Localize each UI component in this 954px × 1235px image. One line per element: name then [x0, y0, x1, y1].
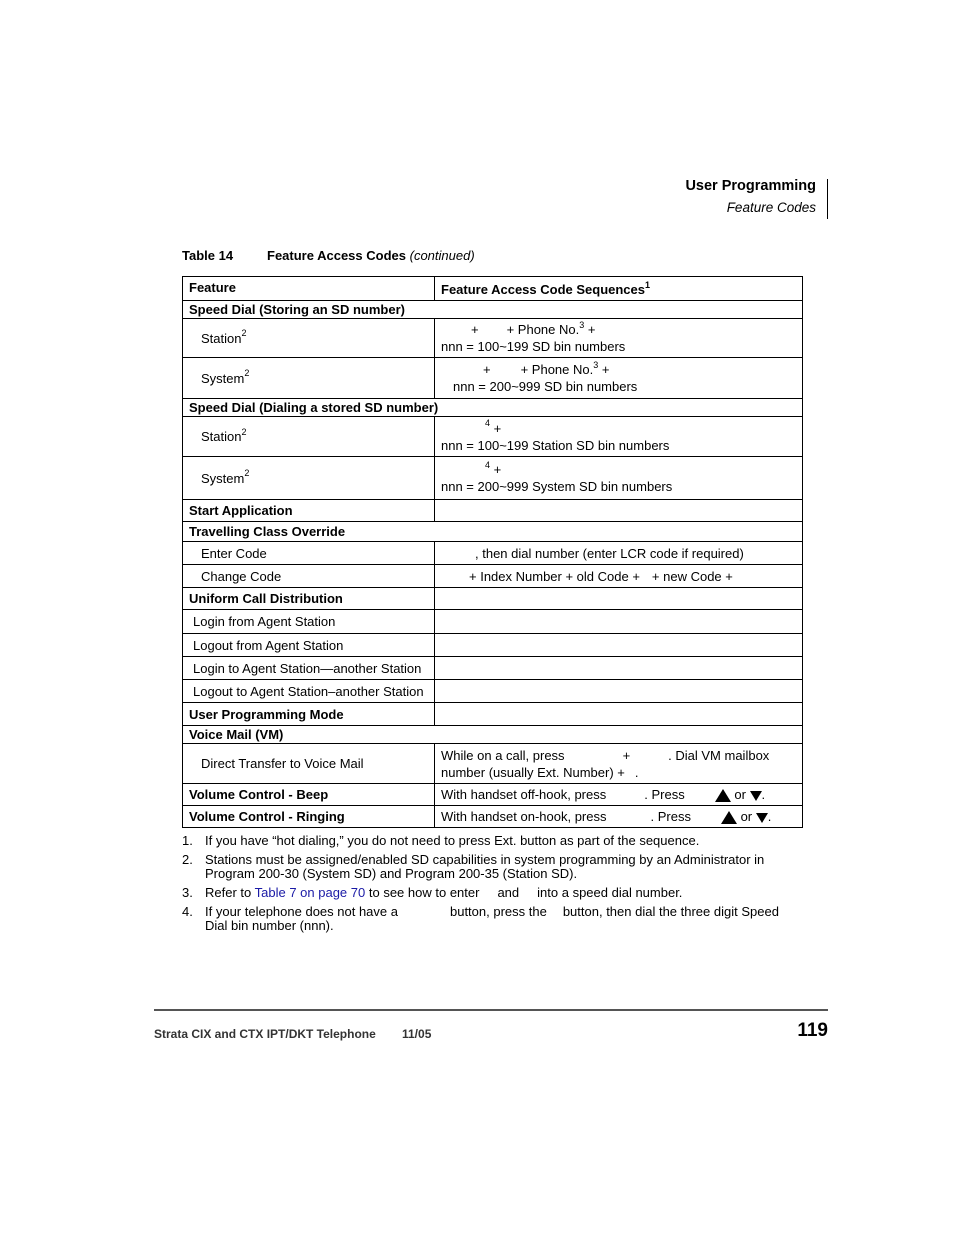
running-header-title: User Programming [685, 178, 816, 194]
footnote-segment: button, then dial the three digit Speed Dial bin number (nnn). [205, 904, 779, 933]
table-number: Table 14 [182, 248, 234, 263]
footnote-number: 4. [182, 904, 193, 919]
footnote-ref: 3 [579, 319, 585, 330]
sequence-cell [435, 634, 803, 657]
header-sequences-text: Feature Access Code Sequences [441, 282, 645, 297]
feature-name: Station [201, 429, 242, 444]
feature-login-another: Login to Agent Station—another Station [183, 657, 435, 680]
feature-user-programming-mode: User Programming Mode [183, 703, 435, 726]
footnote-segment: into a speed dial number. [537, 885, 683, 900]
sequence-cell [435, 680, 803, 703]
section-travelling-class-override: Travelling Class Override [183, 522, 803, 542]
footnote-1 [182, 834, 802, 848]
seq-text: + Phone No. [520, 362, 594, 377]
seq-text: number (usually Ext. Number) + [441, 764, 625, 780]
table-row [183, 457, 803, 500]
seq-text: + [483, 362, 491, 377]
section-row [183, 399, 803, 417]
feature-direct-transfer-vm: Direct Transfer to Voice Mail [183, 744, 435, 784]
table-row [183, 417, 803, 457]
feature-logout-another: Logout to Agent Station–another Station [183, 680, 435, 703]
seq-text: + [493, 420, 502, 436]
table-row [183, 806, 803, 828]
footnote-ref: 2 [241, 426, 247, 437]
seq-text: or [734, 787, 746, 802]
seq-text: + [601, 362, 610, 377]
table-row [183, 680, 803, 703]
sequence-cell [435, 565, 803, 588]
feature-name: Station [201, 330, 242, 346]
table-row [183, 703, 803, 726]
seq-text: While on a call, press [441, 747, 565, 763]
feature-uniform-call-distribution: Uniform Call Distribution [183, 588, 435, 610]
footer-date: 11/05 [402, 1027, 432, 1041]
seq-text: + Phone No. [506, 322, 580, 337]
section-row [183, 522, 803, 542]
sequence-cell [435, 784, 803, 806]
table-title: Feature Access Codes [267, 248, 406, 263]
feature-access-codes-table [182, 276, 803, 828]
footnote-3 [182, 886, 802, 900]
header-sequences [435, 277, 803, 301]
table-row [183, 784, 803, 806]
sequence-cell [435, 319, 803, 358]
table-continued: (continued) [409, 248, 475, 263]
footnote-ref: 2 [244, 468, 250, 479]
seq-text: . [634, 764, 639, 780]
section-voice-mail: Voice Mail (VM) [183, 726, 803, 744]
footnote-segment: to see how to enter [368, 885, 480, 900]
feature-login-agent: Login from Agent Station [183, 610, 435, 634]
table-footnotes [182, 834, 802, 938]
sequence-cell [435, 358, 803, 399]
section-speed-dial-store: Speed Dial (Storing an SD number) [183, 301, 803, 319]
seq-text: + [587, 322, 596, 337]
feature-logout-agent: Logout from Agent Station [183, 634, 435, 657]
section-row [183, 301, 803, 319]
feature-start-application: Start Application [183, 500, 435, 522]
seq-text: . [767, 809, 772, 824]
volume-up-icon [715, 789, 731, 802]
footnote-segment: button, press the [449, 904, 547, 919]
sequence-cell [435, 417, 803, 457]
footnote-segment: and [497, 885, 520, 900]
feature-name: System [201, 370, 245, 386]
footnote-2 [182, 853, 802, 881]
seq-text: + [493, 462, 502, 477]
table-row [183, 358, 803, 399]
footnote-ref: 2 [241, 328, 247, 339]
sequence-cell [435, 744, 803, 784]
footer-doc-title: Strata CIX and CTX IPT/DKT Telephone [154, 1027, 376, 1041]
seq-text: + [622, 747, 631, 763]
table-7-link[interactable]: Table 7 on page 70 [254, 885, 366, 900]
header-rule [827, 179, 828, 219]
footer-rule [154, 1009, 828, 1011]
feature-volume-ringing: Volume Control - Ringing [183, 806, 435, 828]
section-speed-dial-dial: Speed Dial (Dialing a stored SD number) [183, 399, 803, 417]
seq-text: + new Code + [651, 568, 733, 584]
sequence-cell [435, 657, 803, 680]
feature-cell [183, 319, 435, 358]
footnote-number: 1. [182, 833, 193, 848]
sequence-cell [435, 703, 803, 726]
footnote-text: Stations must be assigned/enabled SD capabilities in system programming by an Administrator in Program 200-30 (System SD) and Program 200-35 (Station SD). [205, 852, 765, 881]
sequence-cell [435, 542, 803, 565]
sequence-cell [435, 588, 803, 610]
footnote-ref: 1 [645, 279, 651, 290]
seq-text: , then dial number (enter LCR code if required) [475, 545, 744, 561]
footnote-text: If you have “hot dialing,” you do not need to press Ext. button as part of the sequence. [205, 833, 700, 848]
volume-down-icon [756, 813, 768, 823]
volume-up-icon [721, 811, 737, 824]
footnote-segment: Refer to [205, 885, 252, 900]
table-row [183, 588, 803, 610]
seq-text: With handset off-hook, press [441, 787, 607, 802]
section-row [183, 726, 803, 744]
table-row [183, 500, 803, 522]
seq-text: . Press [650, 809, 691, 824]
footnote-4 [182, 905, 802, 933]
table-row [183, 542, 803, 565]
footnote-number: 2. [182, 852, 193, 867]
sequence-cell [435, 610, 803, 634]
footnote-number: 3. [182, 885, 193, 900]
seq-note: nnn = 100~199 Station SD bin numbers [441, 437, 670, 453]
feature-enter-code: Enter Code [183, 542, 435, 565]
page-number: 119 [797, 1020, 828, 1041]
seq-text: . Dial VM mailbox [668, 747, 770, 763]
table-row [183, 565, 803, 588]
seq-note: nnn = 200~999 System SD bin numbers [441, 479, 673, 494]
table-header-row [183, 277, 803, 301]
seq-text: or [740, 809, 753, 824]
sequence-cell [435, 457, 803, 500]
header-feature: Feature [183, 277, 435, 301]
running-header-subtitle: Feature Codes [726, 200, 816, 215]
feature-cell [183, 417, 435, 457]
table-row [183, 610, 803, 634]
sequence-cell [435, 806, 803, 828]
table-row [183, 744, 803, 784]
feature-volume-beep: Volume Control - Beep [183, 784, 435, 806]
footnote-text [205, 905, 802, 933]
seq-note: nnn = 100~199 SD bin numbers [441, 339, 626, 354]
footnote-segment: If your telephone does not have a [205, 904, 398, 919]
sequence-cell [435, 500, 803, 522]
table-row [183, 634, 803, 657]
footnote-ref: 3 [593, 359, 599, 370]
seq-note: nnn = 200~999 SD bin numbers [453, 379, 638, 394]
seq-text: . [761, 787, 766, 802]
footnote-ref: 4 [485, 459, 491, 470]
footnote-ref: 4 [485, 418, 491, 429]
footnote-text [205, 886, 802, 900]
feature-name: System [201, 470, 245, 486]
feature-change-code: Change Code [183, 565, 435, 588]
seq-text: With handset on-hook, press [441, 809, 607, 824]
seq-text: + [471, 322, 479, 337]
feature-cell [183, 457, 435, 500]
table-row [183, 319, 803, 358]
table-caption [182, 248, 475, 263]
footnote-ref: 2 [244, 368, 250, 379]
feature-cell [183, 358, 435, 399]
volume-down-icon [750, 791, 762, 801]
table-row [183, 657, 803, 680]
seq-text: . Press [644, 787, 685, 802]
seq-text: + Index Number + old Code + [469, 568, 640, 584]
